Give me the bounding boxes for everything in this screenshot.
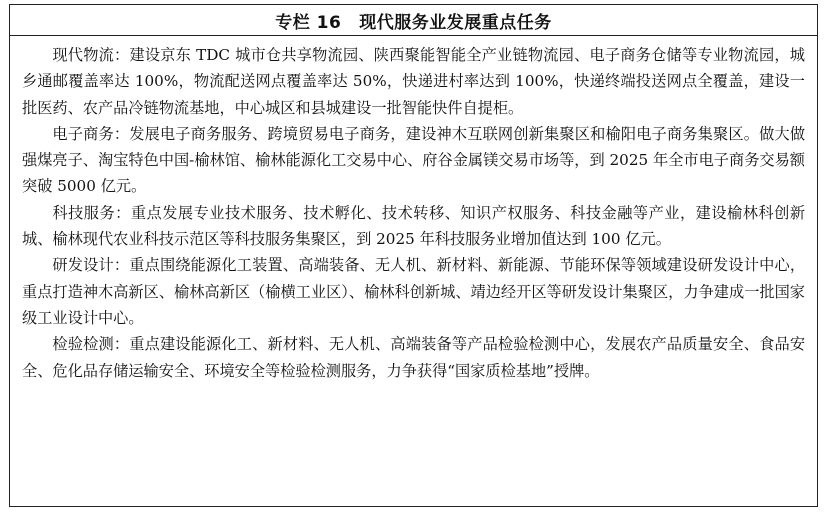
paragraph-text: 重点围绕能源化工装置、高端装备、无人机、新材料、新能源、节能环保等领域建设研发设计中心，重点打造神木高新区、榆林高新区（榆横工业区）、榆林科创新城、靖边经开区等研发设计集聚区，力争建成一批国家级工业设计中心。	[22, 256, 806, 327]
paragraph-inspection	[22, 331, 805, 384]
box-title-bar	[10, 5, 817, 36]
paragraph-ecommerce	[22, 121, 805, 200]
paragraph-text: 发展电子商务服务、跨境贸易电子商务，建设神木互联网创新集聚区和榆阳电子商务集聚区。做大做强煤亮子、淘宝特色中国-榆林馆、榆林能源化工交易中心、府谷金属镁交易市场等，到 2025 年全市电子商务交易额突破 5000 亿元。	[22, 124, 806, 196]
paragraph-text: 重点建设能源化工、新材料、无人机、高端装备等产品检验检测中心，发展农产品质量安全、食品安全、危化品存储运输安全、环境安全等检验检测服务，力争获得“国家质检基地”授牌。	[22, 335, 806, 380]
feature-box	[9, 4, 818, 507]
paragraph-heading: 科技服务：	[52, 203, 131, 222]
box-content	[10, 36, 817, 384]
paragraph-rnd-design	[22, 252, 805, 331]
paragraph-heading: 现代物流：	[52, 46, 130, 64]
paragraph-tech-services	[22, 200, 805, 253]
box-title: 现代服务业发展重点任务	[359, 12, 552, 33]
paragraph-logistics	[22, 42, 805, 121]
box-label: 专栏 16	[275, 12, 342, 33]
paragraph-text: 建设京东 TDC 城市仓共享物流园、陕西聚能智能全产业链物流园、电子商务仓储等专业物流园，城乡通邮覆盖率达 100%，物流配送网点覆盖率达 50%，快递进村率达到 100%，快递终端投送网点全覆盖，建设一批医药、农产品冷链物流基地，中心城区和县城建设一批智能快件自提柜。	[22, 46, 805, 117]
paragraph-heading: 研发设计：	[52, 256, 130, 275]
paragraph-heading: 检验检测：	[52, 335, 130, 354]
paragraph-text: 重点发展专业技术服务、技术孵化、技术转移、知识产权服务、科技金融等产业，建设榆林科创新城、榆林现代农业科技示范区等科技服务集聚区，到 2025 年科技服务业增加值达到 100 亿元。	[22, 203, 806, 249]
paragraph-heading: 电子商务：	[52, 124, 130, 143]
